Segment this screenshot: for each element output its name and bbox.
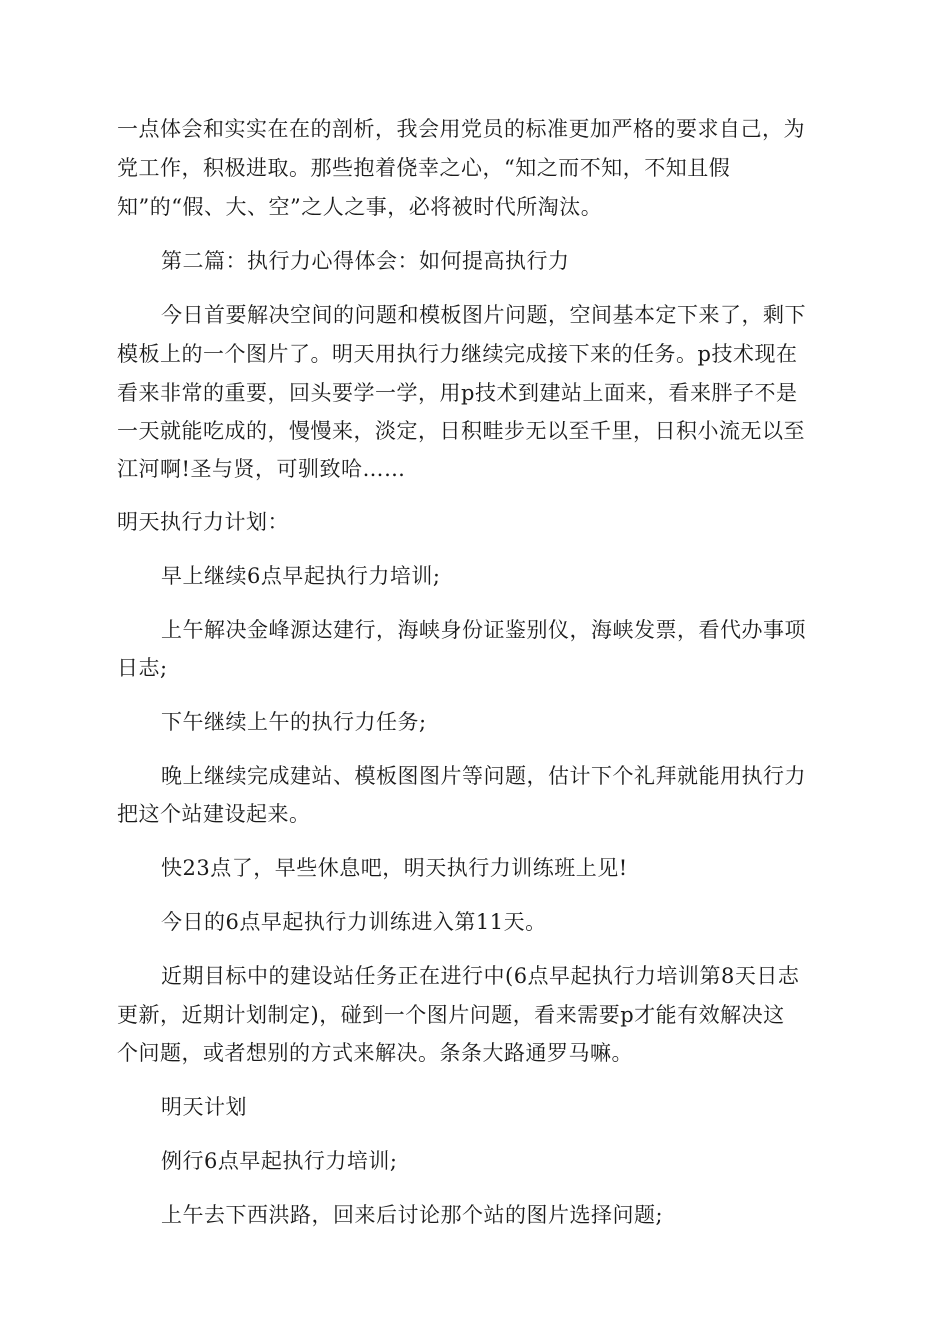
text-line: 江河啊!圣与贤，可驯致哈…… (117, 457, 406, 481)
text-line: 日志; (117, 656, 168, 680)
text-line: 今日的6点早起执行力训练进入第11天。 (161, 910, 547, 934)
section-heading: 明天计划 (161, 1095, 247, 1119)
text-line: 一点体会和实实在在的剖析，我会用党员的标准更加严格的要求自己，为 (117, 117, 805, 141)
text-line: 快23点了，早些休息吧，明天执行力训练班上见! (161, 856, 628, 880)
text-line: 近期目标中的建设站任务正在进行中(6点早起执行力培训第8天日志 (161, 964, 800, 988)
text-line: 例行6点早起执行力培训; (161, 1149, 398, 1173)
text-line: 党工作，积极进取。那些抱着侥幸之心，“知之而不知，不知且假 (117, 156, 731, 180)
text-line: 晚上继续完成建站、模板图图片等问题，估计下个礼拜就能用执行力 (161, 764, 806, 788)
text-line: 模板上的一个图片了。明天用执行力继续完成接下来的任务。p技术现在 (117, 342, 798, 366)
text-line: 明天执行力计划： (117, 510, 289, 534)
section-heading: 第二篇：执行力心得体会：如何提高执行力 (161, 249, 570, 273)
text-line: 早上继续6点早起执行力培训; (161, 564, 441, 588)
text-line: 上午去下西洪路，回来后讨论那个站的图片选择问题; (161, 1203, 664, 1227)
text-line: 更新，近期计划制定)，碰到一个图片问题，看来需要p才能有效解决这 (117, 1003, 785, 1027)
text-line: 一天就能吃成的，慢慢来，淡定，日积畦步无以至千里，日积小流无以至 (117, 419, 805, 443)
text-line: 下午继续上午的执行力任务; (161, 710, 427, 734)
text-line: 上午解决金峰源达建行，海峡身份证鉴别仪，海峡发票，看代办事项 (161, 618, 806, 642)
text-line: 个问题，或者想别的方式来解决。条条大路通罗马嘛。 (117, 1041, 633, 1065)
text-line: 今日首要解决空间的问题和模板图片问题，空间基本定下来了，剩下 (161, 303, 806, 327)
text-line: 把这个站建设起来。 (117, 802, 311, 826)
text-line: 知”的“假、大、空”之人之事，必将被时代所淘汰。 (117, 195, 603, 219)
text-line: 看来非常的重要，回头要学一学，用p技术到建站上面来，看来胖子不是 (117, 381, 798, 405)
